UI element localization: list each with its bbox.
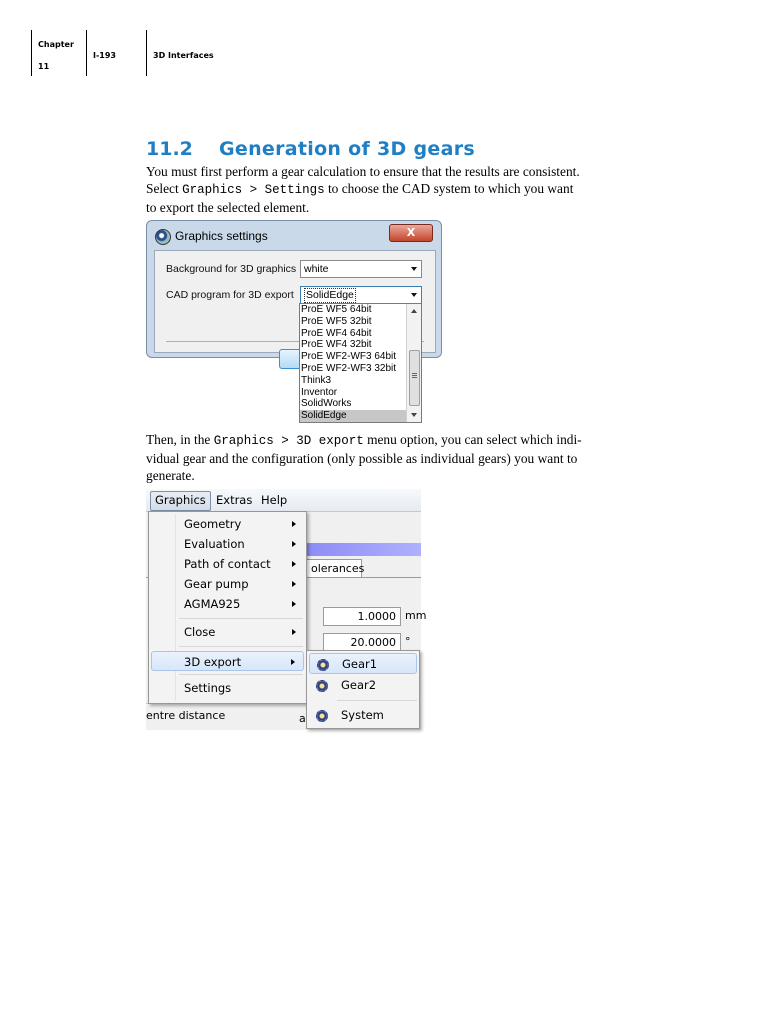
menu-item-agma925[interactable]: [151, 594, 304, 614]
text-run: to choose the CAD system to which you want: [324, 181, 574, 196]
paragraph-line: [146, 180, 636, 199]
cad-program-dropdown-list: [299, 303, 422, 423]
graphics-menu-screenshot: [146, 489, 427, 730]
menu-separator: [179, 618, 303, 619]
paragraph-export: [146, 431, 636, 484]
scroll-up-icon[interactable]: [411, 309, 417, 313]
submenu-item-gear2[interactable]: [309, 675, 417, 696]
paragraph-line: to export the selected element.: [146, 200, 310, 215]
unit-label: mm: [405, 609, 427, 622]
header-section-title: 3D Interfaces: [153, 51, 214, 60]
menu-item-gear-pump[interactable]: [151, 574, 304, 594]
value-field[interactable]: 1.0000: [323, 607, 401, 626]
background-label: Background for 3D graphics: [166, 263, 297, 275]
scroll-down-icon[interactable]: [411, 413, 417, 417]
submenu-item-label: System: [341, 708, 384, 722]
chevron-down-icon: [411, 267, 417, 271]
menu-item-label: Close: [184, 625, 216, 639]
gear-icon: [316, 710, 328, 722]
header-rule-mid: [86, 30, 87, 76]
menu-item-label: 3D export: [184, 655, 242, 669]
menu-item-3d-export[interactable]: [151, 651, 304, 671]
title-band: [306, 543, 421, 556]
submenu-arrow-icon: [291, 659, 295, 665]
submenu-item-system[interactable]: [309, 705, 417, 726]
menu-item-label: Geometry: [184, 517, 242, 531]
value-field[interactable]: 20.0000: [323, 633, 401, 652]
paragraph-line: vidual gear and the configuration (only possible as individual gears) you want to: [146, 451, 578, 466]
center-distance-label: entre distance: [146, 709, 226, 722]
submenu-item-label: Gear2: [341, 678, 377, 692]
background-select[interactable]: [300, 260, 422, 278]
menu-item-label: Evaluation: [184, 537, 245, 551]
dropdown-option[interactable]: ProE WF5 32bit: [301, 315, 372, 327]
text-run: menu option, you can select which indi-: [363, 432, 582, 447]
menu-graphics[interactable]: Graphics: [150, 491, 211, 511]
menu-bar: [146, 489, 421, 511]
paragraph-line: [146, 431, 636, 450]
dropdown-option[interactable]: ProE WF2-WF3 64bit: [301, 351, 397, 363]
dropdown-option[interactable]: ProE WF4 32bit: [301, 339, 372, 351]
dropdown-scrollbar[interactable]: [406, 304, 421, 422]
submenu-arrow-icon: [292, 581, 296, 587]
menu-item-settings[interactable]: [151, 678, 304, 698]
app-gear-icon: [155, 229, 171, 245]
submenu-arrow-icon: [292, 521, 296, 527]
dropdown-option-selected[interactable]: SolidEdge: [300, 410, 421, 422]
submenu-arrow-icon: [292, 561, 296, 567]
text-run: Select: [146, 181, 183, 196]
graphics-dropdown-menu: [148, 511, 307, 704]
section-number: 11.2: [146, 138, 193, 160]
dropdown-option[interactable]: Think3: [301, 374, 332, 386]
header-page-number: I-193: [93, 51, 116, 60]
header-chapter-label: Chapter: [38, 40, 74, 49]
menu-item-label: Gear pump: [184, 577, 249, 591]
dropdown-option[interactable]: SolidWorks: [301, 398, 352, 410]
cad-program-select[interactable]: [300, 286, 422, 304]
text-run: Then, in the: [146, 432, 214, 447]
menu-item-geometry[interactable]: [151, 514, 304, 534]
submenu-arrow-icon: [292, 541, 296, 547]
submenu-arrow-icon: [292, 629, 296, 635]
close-button[interactable]: X: [389, 224, 433, 242]
menu-item-label: Settings: [184, 681, 232, 695]
center-distance-symbol: a: [299, 712, 306, 725]
unit-label: °: [405, 635, 411, 648]
menu-extras[interactable]: Extras: [216, 493, 253, 507]
menu-path-code: Graphics > 3D export: [213, 434, 364, 448]
menu-item-label: AGMA925: [184, 597, 241, 611]
scrollbar-thumb[interactable]: [409, 350, 420, 406]
gear-icon: [317, 659, 329, 671]
dialog-title: Graphics settings: [175, 229, 268, 243]
dropdown-option[interactable]: ProE WF5 64bit: [301, 304, 372, 315]
submenu-arrow-icon: [292, 601, 296, 607]
paragraph-line: generate.: [146, 468, 195, 483]
paragraph-intro: [146, 163, 636, 216]
menu-path-code: Graphics > Settings: [182, 183, 325, 197]
menu-separator: [179, 646, 303, 647]
menu-item-label: Path of contact: [184, 557, 271, 571]
dropdown-option[interactable]: ProE WF2-WF3 32bit: [301, 362, 397, 374]
menu-separator: [179, 674, 303, 675]
menu-item-close[interactable]: [151, 622, 304, 642]
dropdown-option[interactable]: Inventor: [301, 386, 338, 398]
paragraph-line: You must first perform a gear calculation to ensure that the results are consistent.: [146, 164, 580, 179]
cad-program-select-value: SolidEdge: [306, 289, 354, 301]
header-chapter-number: 11: [38, 62, 50, 71]
menu-help[interactable]: Help: [261, 493, 288, 507]
background-select-value: white: [304, 263, 329, 275]
chevron-down-icon: [411, 293, 417, 297]
grip-icon: [412, 373, 417, 374]
menu-item-evaluation[interactable]: [151, 534, 304, 554]
tab-tolerances[interactable]: olerances: [306, 559, 362, 577]
gear-icon: [316, 680, 328, 692]
menu-item-path-of-contact[interactable]: [151, 554, 304, 574]
submenu-item-gear1[interactable]: [309, 653, 417, 674]
submenu-item-label: Gear1: [342, 657, 378, 671]
3d-export-submenu: [306, 650, 420, 729]
header-rule-right: [146, 30, 147, 76]
dropdown-option[interactable]: ProE WF4 64bit: [301, 327, 372, 339]
menu-separator: [337, 700, 417, 701]
section-title: Generation of 3D gears: [219, 138, 476, 160]
cad-program-label: CAD program for 3D export: [166, 289, 294, 301]
header-rule-left: [31, 30, 32, 76]
